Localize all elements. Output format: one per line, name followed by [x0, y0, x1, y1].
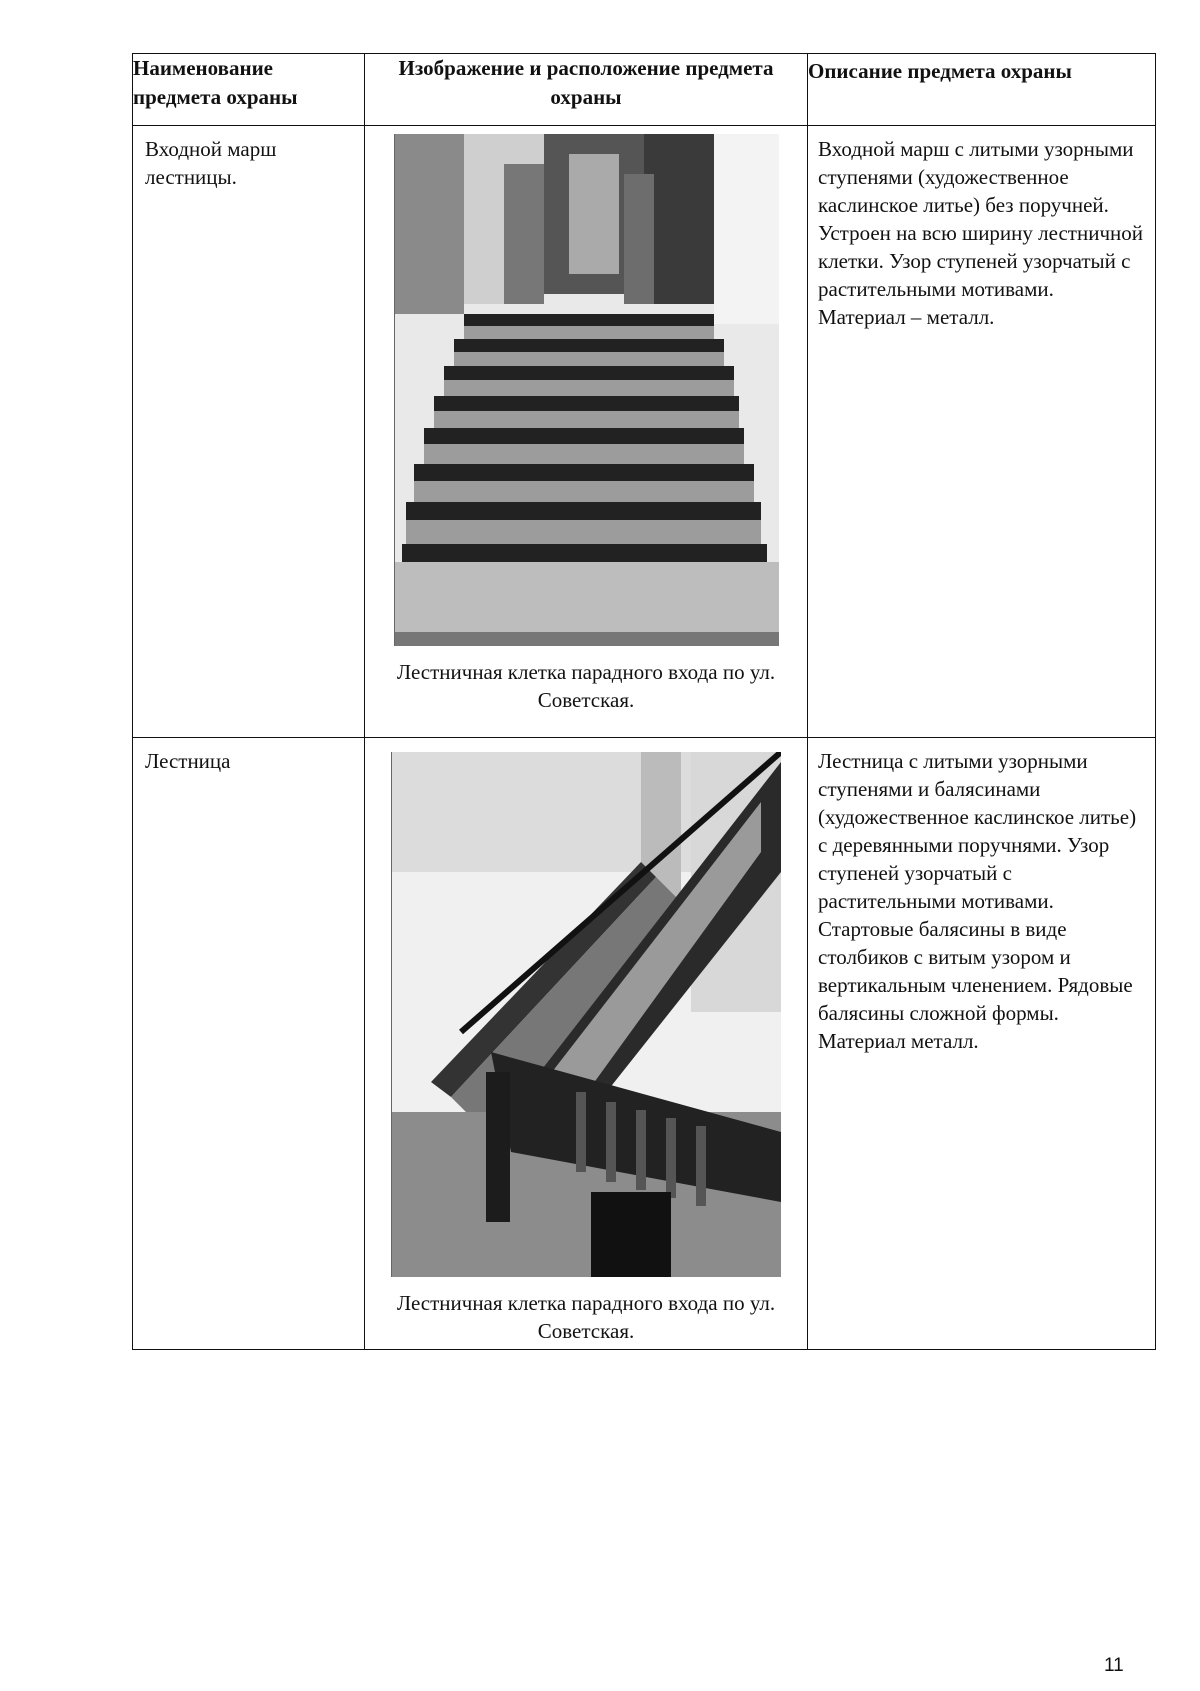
header-object-name: Наименование предмета охраны — [133, 54, 365, 126]
object-name: Входной марш лестницы. — [145, 137, 277, 189]
table-header-row — [133, 54, 1156, 126]
entrance-stairs-photo — [394, 134, 779, 646]
object-name: Лестница — [145, 749, 231, 773]
name-cell — [133, 126, 365, 738]
object-description: Лестница с литыми узорными ступенями и балясинами (художественное каслинское литье) с деревянными поручнями. Узор ступеней узорчатый с растительными мотивами. Стартовые балясины в виде столбиков с витым узором и вертикальным членением. Рядовые балясины сложной формы. Материал металл. — [818, 749, 1137, 1053]
photo-caption: Лестничная клетка парадного входа по ул. Советская. — [396, 1291, 776, 1343]
page-number: 11 — [1104, 1655, 1124, 1676]
image-cell — [365, 738, 808, 1350]
header-image-location: Изображение и расположение предмета охраны — [365, 54, 808, 126]
staircase-photo — [391, 752, 781, 1277]
table-row — [133, 738, 1156, 1350]
header-object-description: Описание предмета охраны — [808, 54, 1156, 126]
image-cell — [365, 126, 808, 738]
photo-caption: Лестничная клетка парадного входа по ул. Советская. — [396, 660, 776, 712]
name-cell — [133, 738, 365, 1350]
heritage-objects-table — [132, 53, 1156, 1350]
object-description: Входной марш с литыми узорными ступенями (художественное каслинское литье) без поручней. Устроен на всю ширину лестничной клетки. Узор ступеней узорчатый с растительными мотивами. Материал – металл. — [818, 137, 1143, 329]
table-row — [133, 126, 1156, 738]
description-cell — [808, 126, 1156, 738]
description-cell — [808, 738, 1156, 1350]
